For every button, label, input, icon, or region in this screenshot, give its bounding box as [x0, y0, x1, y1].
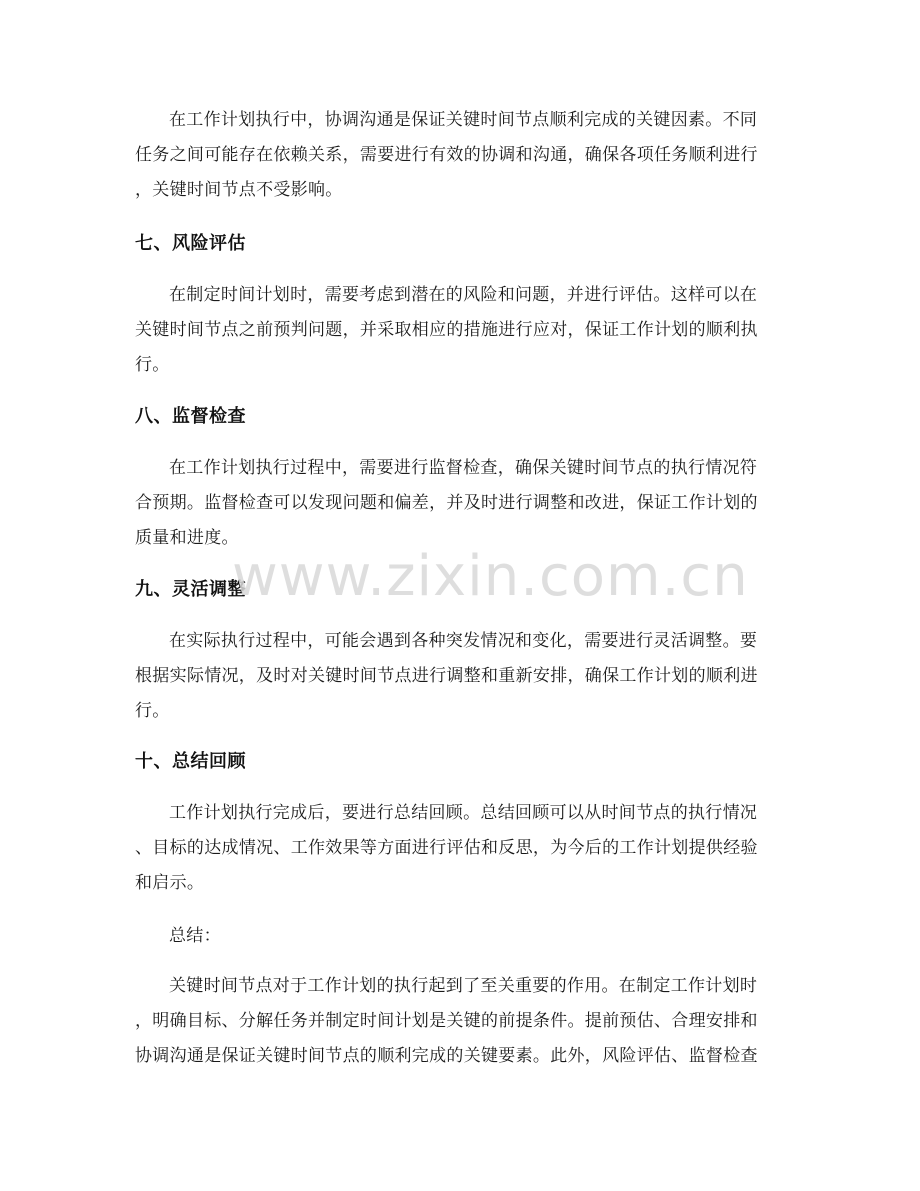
- risk-assessment-paragraph: [135, 278, 795, 383]
- intro-paragraph: [135, 103, 795, 208]
- paragraph-line: 合预期。监督检查可以发现问题和偏差，并及时进行调整和改进，保证工作计划的: [135, 493, 758, 513]
- paragraph-line: 任务之间可能存在依赖关系，需要进行有效的协调和沟通，确保各项任务顺利进行: [135, 145, 758, 165]
- paragraph-line: 质量和进度。: [135, 528, 239, 548]
- paragraph-line: ，关键时间节点不受影响。: [135, 180, 343, 200]
- paragraph-line: 在制定时间计划时，需要考虑到潜在的风险和问题，并进行评估。这样可以在: [169, 285, 758, 305]
- paragraph-line: 关键时间节点对于工作计划的执行起到了至关重要的作用。在制定工作计划时: [169, 976, 758, 996]
- summary-paragraph: [135, 969, 795, 1074]
- summary-review-paragraph: [135, 796, 795, 901]
- paragraph-line: 关键时间节点之前预判问题，并采取相应的措施进行应对，保证工作计划的顺利执: [135, 320, 758, 340]
- section-heading-summary-review: 十、总结回顾: [135, 751, 246, 772]
- paragraph-line: 行。: [135, 355, 170, 375]
- paragraph-line: 协调沟通是保证关键时间节点的顺利完成的关键要素。此外，风险评估、监督检查: [135, 1046, 758, 1066]
- paragraph-line: 工作计划执行完成后，要进行总结回顾。总结回顾可以从时间节点的执行情况: [169, 803, 758, 823]
- paragraph-line: 在实际执行过程中，可能会遇到各种突发情况和变化，需要进行灵活调整。要: [169, 631, 758, 651]
- paragraph-line: 在工作计划执行过程中，需要进行监督检查，确保关键时间节点的执行情况符: [169, 458, 758, 478]
- paragraph-line: 行。: [135, 701, 170, 721]
- summary-label-block: [135, 919, 795, 954]
- paragraph-line: 在工作计划执行中，协调沟通是保证关键时间节点顺利完成的关键因素。不同: [169, 110, 758, 130]
- section-heading-flexible-adjustment: 九、灵活调整: [135, 579, 246, 600]
- watermark-text: www.zixin.com.cn: [232, 544, 749, 609]
- paragraph-line: 、目标的达成情况、工作效果等方面进行评估和反思，为今后的工作计划提供经验: [135, 838, 758, 858]
- summary-label: 总结：: [169, 926, 221, 946]
- paragraph-line: 根据实际情况，及时对关键时间节点进行调整和重新安排，确保工作计划的顺利进: [135, 666, 758, 686]
- paragraph-line: ，明确目标、分解任务并制定时间计划是关键的前提条件。提前预估、合理安排和: [135, 1011, 758, 1031]
- supervision-inspection-paragraph: [135, 451, 795, 556]
- paragraph-line: 和启示。: [135, 873, 205, 893]
- section-heading-supervision-inspection: 八、监督检查: [135, 406, 246, 427]
- section-heading-risk-assessment: 七、风险评估: [135, 233, 246, 254]
- flexible-adjustment-paragraph: [135, 624, 795, 729]
